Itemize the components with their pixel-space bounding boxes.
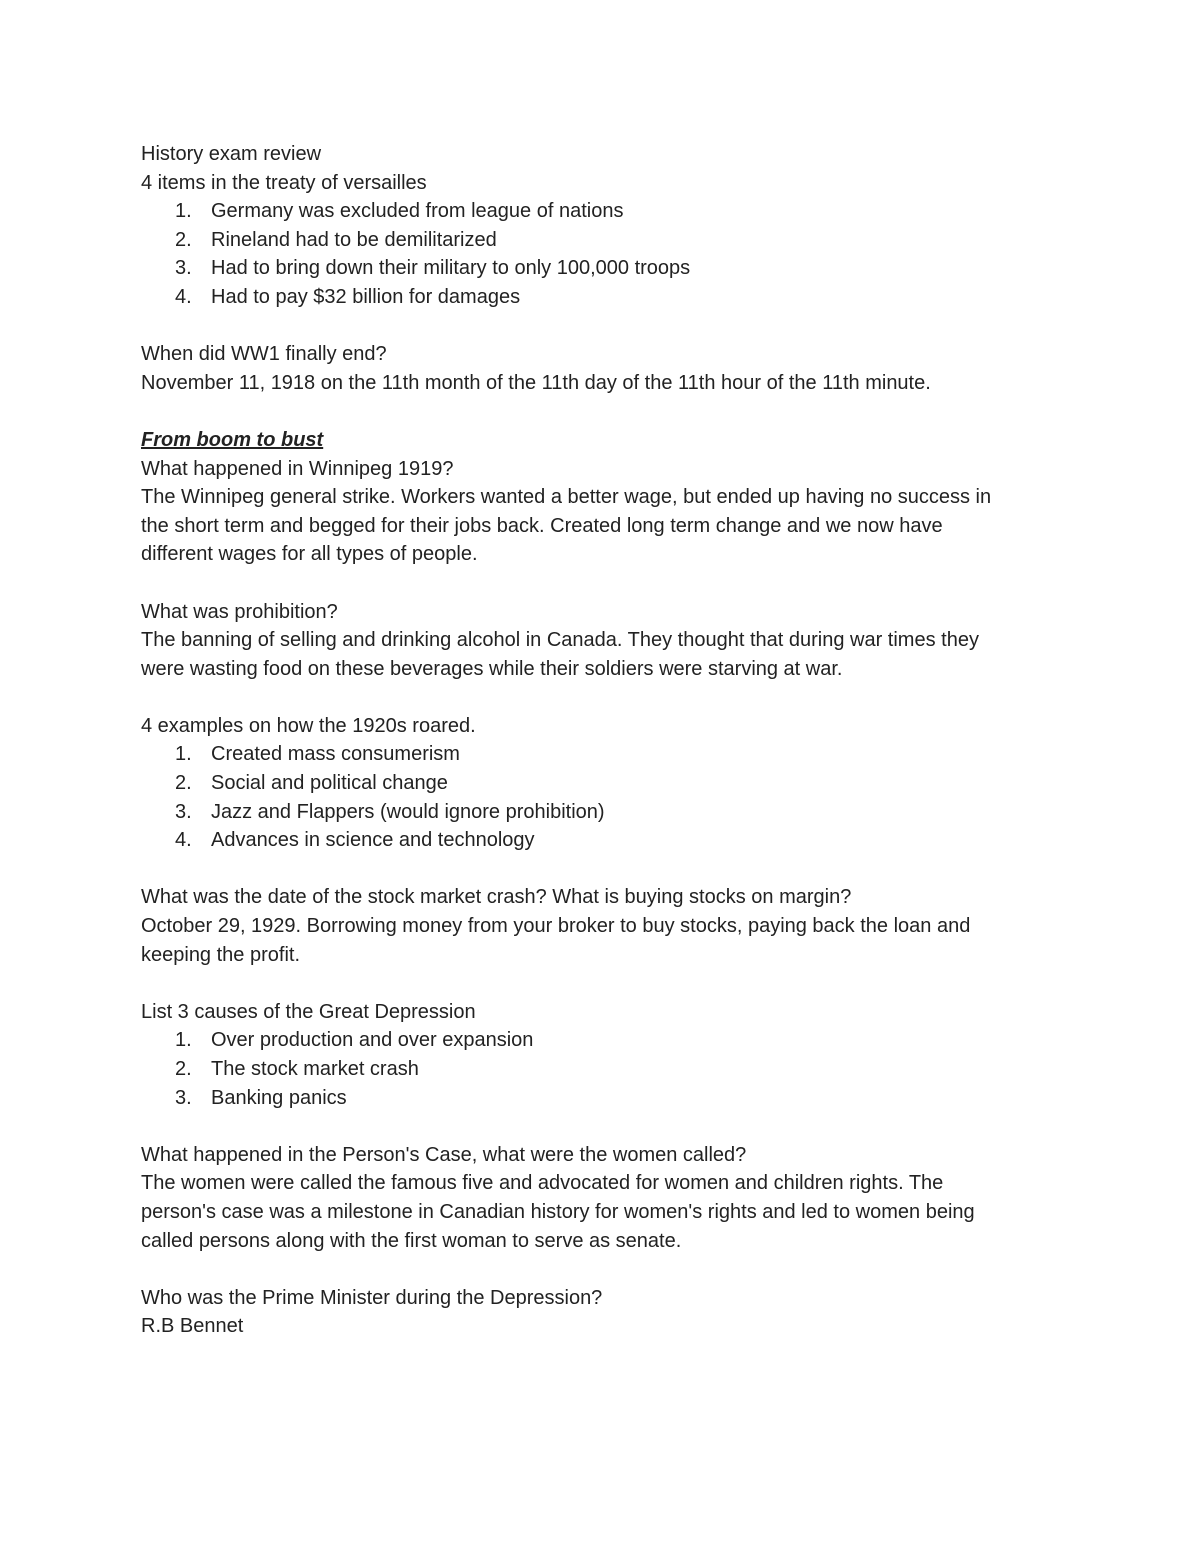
list-number: 3. — [175, 257, 192, 280]
treaty-list — [141, 197, 1071, 311]
prohibition-answer-line: The banning of selling and drinking alcohol in Canada. They thought that during war times they — [141, 629, 979, 652]
list-item — [141, 1055, 1071, 1084]
persons-case-answer-line: person's case was a milestone in Canadian history for women's rights and led to women being — [141, 1200, 975, 1223]
winnipeg-answer-line: different wages for all types of people. — [141, 543, 478, 566]
list-text: Rineland had to be demilitarized — [211, 228, 497, 251]
list-item — [141, 1026, 1071, 1055]
spacer — [141, 1255, 1071, 1284]
depression-list — [141, 1026, 1071, 1112]
list-number: 2. — [175, 1058, 192, 1080]
list-number: 2. — [175, 228, 192, 251]
list-text: Had to bring down their military to only 100,000 troops — [211, 257, 691, 280]
list-number: 1. — [175, 200, 192, 223]
spacer — [141, 969, 1071, 998]
list-number: 1. — [175, 1029, 192, 1052]
persons-case-answer-line: The women were called the famous five and advocated for women and children rights. The — [141, 1172, 944, 1195]
document-page — [141, 140, 1071, 1341]
crash-answer-line: keeping the profit. — [141, 943, 300, 966]
list-number: 3. — [175, 1086, 192, 1109]
list-item — [141, 283, 1071, 312]
prime-minister-question: Who was the Prime Minister during the Depression? — [141, 1286, 603, 1309]
list-number: 4. — [175, 829, 192, 852]
roaring-question: 4 examples on how the 1920s roared. — [141, 714, 476, 737]
list-item — [141, 254, 1071, 283]
list-text: Advances in science and technology — [211, 829, 535, 852]
list-text: Created mass consumerism — [211, 743, 460, 766]
list-item — [141, 1084, 1071, 1113]
spacer — [141, 855, 1071, 884]
list-item — [141, 197, 1071, 226]
list-item — [141, 769, 1071, 798]
list-item — [141, 740, 1071, 769]
list-item — [141, 226, 1071, 255]
spacer — [141, 1112, 1071, 1141]
depression-question: List 3 causes of the Great Depression — [141, 1000, 476, 1023]
roaring-list — [141, 740, 1071, 854]
list-number: 3. — [175, 800, 192, 823]
persons-case-question: What happened in the Person's Case, what were the women called? — [141, 1143, 747, 1166]
list-text: Had to pay $32 billion for damages — [211, 285, 521, 308]
list-item — [141, 826, 1071, 855]
prime-minister-answer: R.B Bennet — [141, 1315, 244, 1338]
spacer — [141, 397, 1071, 426]
winnipeg-answer-line: the short term and begged for their jobs back. Created long term change and we now have — [141, 514, 943, 537]
spacer — [141, 683, 1071, 712]
crash-question: What was the date of the stock market crash? What is buying stocks on margin? — [141, 886, 852, 909]
winnipeg-question: What happened in Winnipeg 1919? — [141, 457, 454, 480]
prohibition-answer-line: were wasting food on these beverages while their soldiers were starving at war. — [141, 657, 843, 680]
list-text: Jazz and Flappers (would ignore prohibition) — [211, 800, 605, 823]
spacer — [141, 569, 1071, 598]
section-heading: From boom to bust — [141, 428, 324, 451]
treaty-question: 4 items in the treaty of versailles — [141, 171, 427, 194]
list-number: 4. — [175, 285, 192, 308]
list-text: Social and political change — [211, 772, 448, 795]
list-text: Over production and over expansion — [211, 1029, 534, 1052]
winnipeg-answer-line: The Winnipeg general strike. Workers wanted a better wage, but ended up having no success in — [141, 486, 992, 509]
ww1-question: When did WW1 finally end? — [141, 343, 387, 366]
spacer — [141, 312, 1071, 341]
list-number: 1. — [175, 743, 192, 766]
persons-case-answer-line: called persons along with the first woman to serve as senate. — [141, 1229, 682, 1252]
crash-answer-line: October 29, 1929. Borrowing money from your broker to buy stocks, paying back the loan and — [141, 915, 971, 938]
list-text: The stock market crash — [211, 1058, 419, 1080]
document-title: History exam review — [141, 143, 322, 165]
list-number: 2. — [175, 772, 192, 795]
list-text: Banking panics — [211, 1086, 347, 1109]
prohibition-question: What was prohibition? — [141, 600, 338, 623]
list-text: Germany was excluded from league of nations — [211, 200, 624, 223]
ww1-answer: November 11, 1918 on the 11th month of the 11th day of the 11th hour of the 11th minute. — [141, 371, 931, 394]
list-item — [141, 798, 1071, 827]
